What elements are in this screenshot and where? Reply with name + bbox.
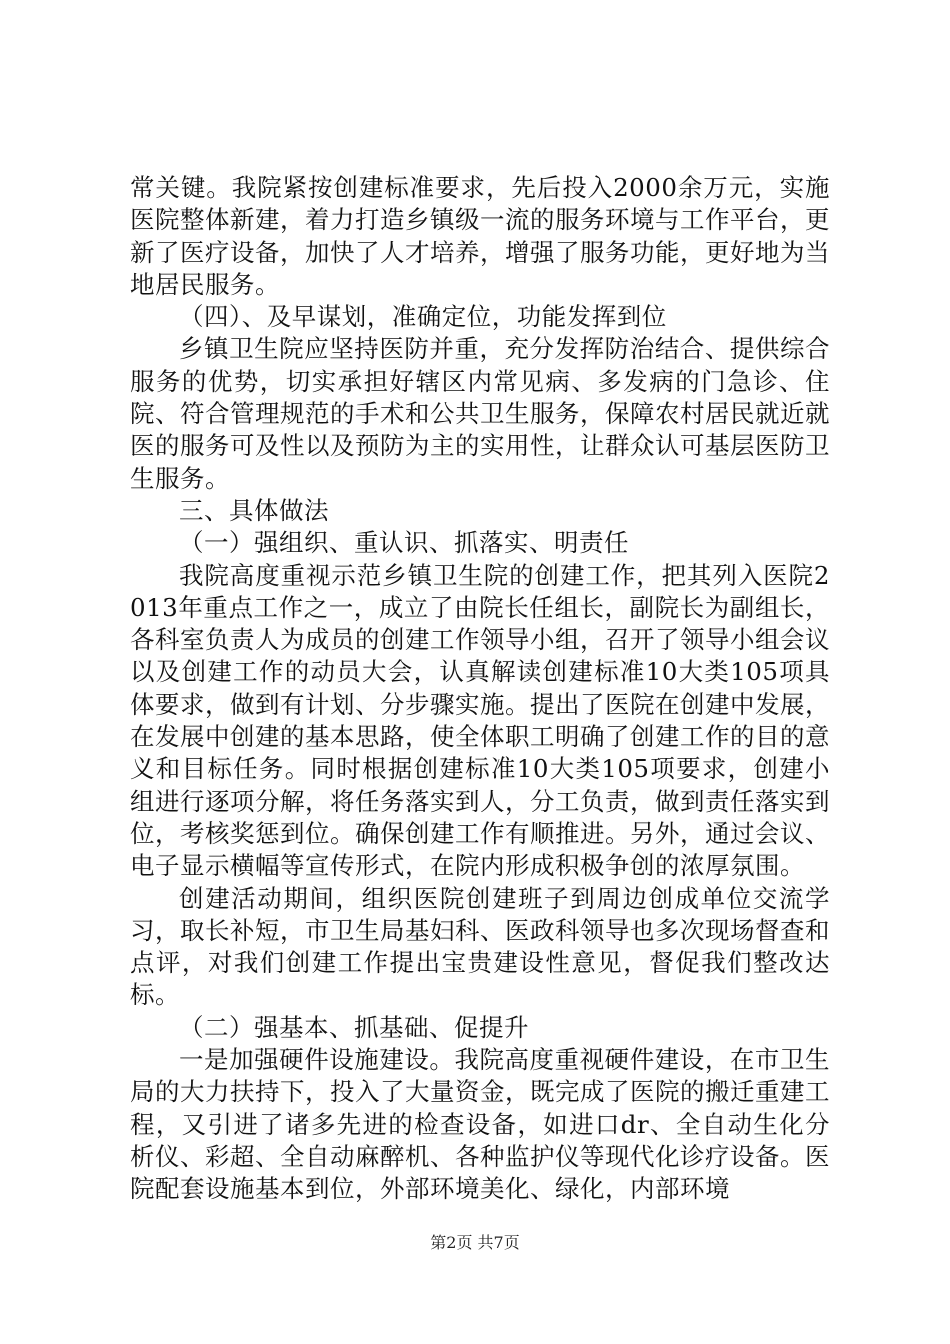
paragraph-2: 乡镇卫生院应坚持医防并重，充分发挥防治结合、提供综合服务的优势，切实承担好辖区内常见病、多发病的门急诊、住院、符合管理规范的手术和公共卫生服务，保障农村居民就近就医的服务可及性以及预防为主的实用性，让群众认可基层医防卫生服务。 <box>130 334 830 493</box>
chapter-heading-3: 三、具体做法 <box>179 495 329 525</box>
page-footer <box>0 1233 950 1253</box>
document-body <box>130 172 830 1206</box>
paragraph-3: 我院高度重视示范乡镇卫生院的创建工作，把其列入医院2013年重点工作之一，成立了由院长任组长，副院长为副组长，各科室负责人为成员的创建工作领导小组，召开了领导小组会议以及创建工作的动员大会，认真解读创建标准10大类105项具体要求，做到有计划、分步骤实施。提出了医院在创建中发展，在发展中创建的基本思路，使全体职工明确了创建工作的目的意义和目标任务。同时根据创建标准10大类105项要求，创建小组进行逐项分解，将任务落实到人，分工负责，做到责任落实到位，考核奖惩到位。确保创建工作有顺推进。另外，通过会议、电子显示横幅等宣传形式，在院内形成积极争创的浓厚氛围。 <box>130 560 830 881</box>
section-heading-2: （二）强基本、抓基础、促提升 <box>179 1012 529 1042</box>
section-heading-4: （四）、及早谋划，准确定位，功能发挥到位 <box>179 302 667 332</box>
paragraph-1: 常关键。我院紧按创建标准要求，先后投入2000余万元，实施医院整体新建，着力打造乡镇级一流的服务环境与工作平台，更新了医疗设备，加快了人才培养，增强了服务功能，更好地为当地居民服务。 <box>130 173 830 299</box>
page-number-label: 第2页 共7页 <box>430 1233 520 1252</box>
paragraph-4: 创建活动期间，组织医院创建班子到周边创成单位交流学习，取长补短，市卫生局基妇科、医政科领导也多次现场督查和点评，对我们创建工作提出宝贵建设性意见，督促我们整改达标。 <box>130 883 830 1010</box>
paragraph-5: 一是加强硬件设施建设。我院高度重视硬件建设，在市卫生局的大力扶持下，投入了大量资金，既完成了医院的搬迁重建工程，又引进了诸多先进的检查设备，如进口dr、全自动生化分析仪、彩超、全自动麻醉机、各种监护仪等现代化诊疗设备。医院配套设施基本到位，外部环境美化、绿化，内部环境 <box>130 1045 830 1204</box>
section-heading-1: （一）强组织、重认识、抓落实、明责任 <box>179 528 629 558</box>
